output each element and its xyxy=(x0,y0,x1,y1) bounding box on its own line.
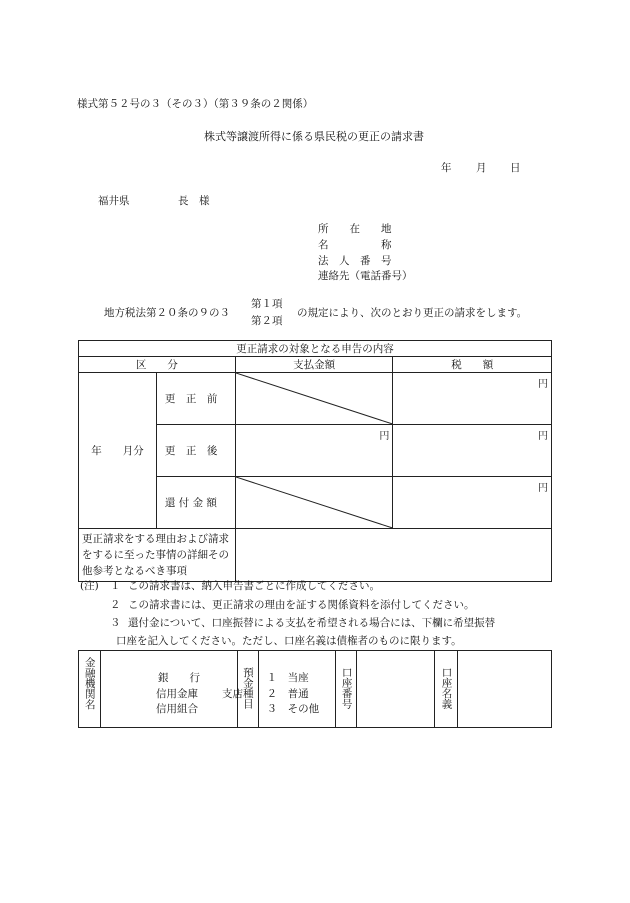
period-cell: 年 月分 xyxy=(79,373,157,529)
yen-unit: 円 xyxy=(538,431,548,442)
tax-after-cell[interactable] xyxy=(393,425,552,477)
account-number-label-cell xyxy=(336,651,357,728)
payment-before-cell[interactable] xyxy=(235,373,393,425)
statement-clause-2: 第２項 xyxy=(251,315,283,327)
institution-label-cell xyxy=(79,651,101,728)
applicant-corp-number-label: 法 人 番 号 xyxy=(318,255,392,267)
account-name-input[interactable] xyxy=(458,651,552,728)
payment-after-cell[interactable] xyxy=(235,425,393,477)
note-2-text: この請求書には、更正請求の理由を証する関係資料を添付してください。 xyxy=(128,599,475,611)
applicant-contact-label: 連絡先（電話番号） xyxy=(318,270,413,282)
table-caption: 更正請求の対象となる申告の内容 xyxy=(79,341,552,357)
col-header-tax: 税 額 xyxy=(393,357,552,373)
statement-clause-1: 第１項 xyxy=(251,298,283,310)
account-number-input[interactable] xyxy=(357,651,435,728)
applicant-address-label: 所 在 地 xyxy=(318,223,392,235)
yen-unit: 円 xyxy=(379,431,390,442)
statement-suffix: の規定により、次のとおり更正の請求をします。 xyxy=(297,307,528,319)
bank-account-table xyxy=(78,650,552,728)
note-1-text: この請求書は、納入申告書ごとに作成してください。 xyxy=(128,580,380,592)
col-header-category: 区 分 xyxy=(79,357,236,373)
account-number-label: 口座番号 xyxy=(340,667,353,709)
reason-label: 更正請求をする理由および請求をするに至った事情の詳細その他参考となるべき事項 xyxy=(79,529,236,582)
page-title: 株式等譲渡所得に係る県民税の更正の請求書 xyxy=(204,130,424,143)
notes-label: (注) xyxy=(80,580,99,592)
row-label-before: 更 正 前 xyxy=(156,373,235,425)
form-number: 様式第５２号の３（その３）（第３９条の２関係） xyxy=(77,98,314,110)
account-name-label-cell xyxy=(435,651,458,728)
row-label-after: 更 正 後 xyxy=(156,425,235,477)
date-month-label: 月 xyxy=(476,162,487,174)
row-label-refund: 還 付 金 額 xyxy=(156,477,235,529)
tax-refund-cell[interactable] xyxy=(393,477,552,529)
diagonal-strike xyxy=(236,477,393,528)
deposit-option-ordinary: ２ 普通 xyxy=(266,688,309,700)
note-3-text: 還付金について、口座振替による支払を希望される場合には、下欄に希望振替 xyxy=(128,617,496,629)
tax-before-cell[interactable] xyxy=(393,373,552,425)
applicant-name-label: 名 称 xyxy=(318,239,392,251)
deposit-type-label: 預金種目 xyxy=(241,667,254,709)
note-3-continuation: 口座を記入してください。ただし、口座名義は債権者のものに限ります。 xyxy=(116,635,462,647)
deposit-option-current: １ 当座 xyxy=(266,672,309,684)
bank-option: 銀 行 xyxy=(157,672,200,684)
kumiai-option: 信用組合 xyxy=(155,703,198,715)
diagonal-strike xyxy=(236,373,393,424)
institution-label: 金融機関名 xyxy=(83,657,96,710)
account-name-label: 口座名義 xyxy=(440,667,453,709)
note-3-number: ３ xyxy=(110,617,121,629)
shinkin-option: 信用金庫 xyxy=(155,688,198,700)
payment-refund-cell[interactable] xyxy=(235,477,393,529)
institution-cell[interactable] xyxy=(100,651,243,728)
note-1-number: １ xyxy=(110,580,121,592)
note-2-number: ２ xyxy=(110,599,121,611)
addressee-suffix: 長 様 xyxy=(178,195,210,207)
col-header-payment: 支払金額 xyxy=(235,357,393,373)
branch-label: 支店 xyxy=(221,688,243,700)
deposit-option-other: ３ その他 xyxy=(266,703,320,715)
reason-input[interactable] xyxy=(235,529,551,582)
date-year-label: 年 xyxy=(441,162,452,174)
addressee-prefecture: 福井県 xyxy=(98,195,130,207)
yen-unit: 円 xyxy=(538,379,548,390)
date-day-label: 日 xyxy=(510,162,521,174)
deposit-type-cell[interactable] xyxy=(258,651,336,728)
yen-unit: 円 xyxy=(538,483,548,494)
statement-prefix: 地方税法第２０条の９の３ xyxy=(104,307,230,319)
declaration-table xyxy=(78,340,552,582)
